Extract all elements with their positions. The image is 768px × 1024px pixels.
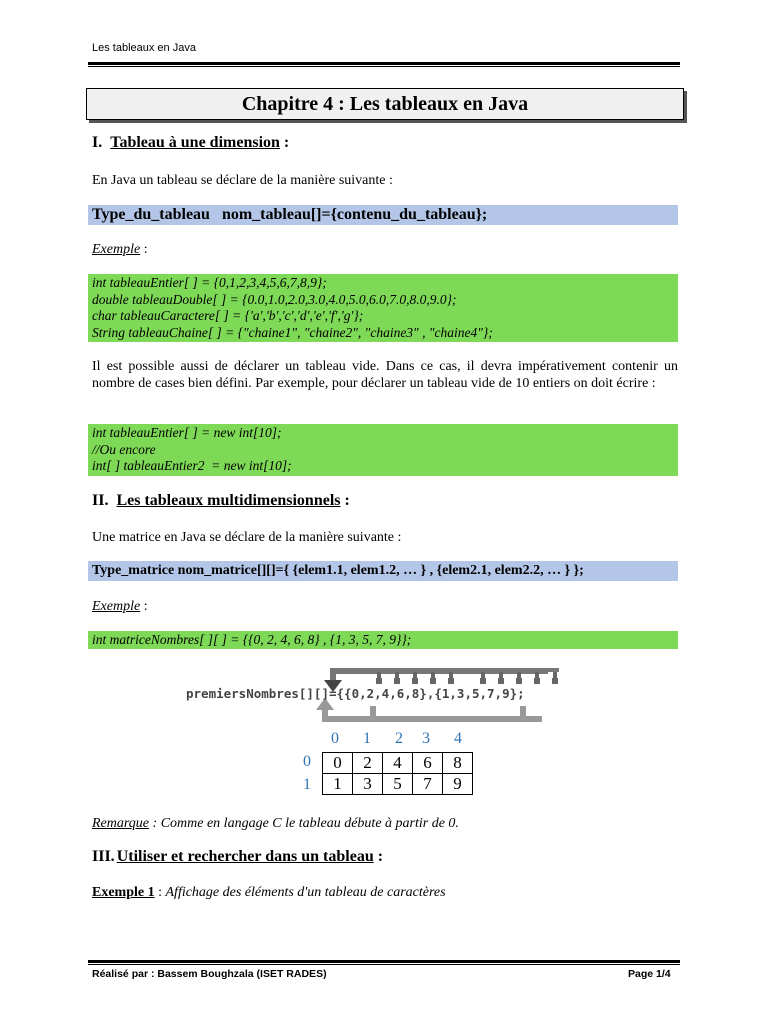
example-label: Exemple [92,242,141,257]
matrix-cell: 4 [383,753,413,774]
section-1-intro: En Java un tableau se déclare de la manière suivante : [92,173,393,188]
matrix-table [322,752,473,795]
col-index: 3 [422,730,430,747]
chapter-title: Chapitre 4 : Les tableaux en Java [241,92,529,115]
matrix-declaration-figure [180,666,580,726]
example-1-sep: : [154,885,166,900]
section-1-number: I. [92,134,103,151]
syntax-2d: Type_matrice nom_matrice[][]={ {elem1.1, elem1.2, … } , {elem2.1, elem2.2, … } }; [92,563,584,578]
syntax-2d-band [88,561,678,581]
matrix-cell: 5 [383,774,413,795]
matrix-cell: 8 [443,753,473,774]
section-2-title: Les tableaux multidimensionnels [116,492,341,509]
example-1-text: Affichage des éléments d'un tableau de caractères [165,885,446,900]
syntax-1d-band [88,205,678,225]
code-line: int tableauEntier[ ] = {0,1,2,3,4,5,6,7,8,9}; [92,275,327,290]
section-2-intro: Une matrice en Java se déclare de la manière suivante : [92,530,402,545]
matrix-cell: 0 [323,753,353,774]
matrix-cell: 3 [353,774,383,795]
matrix-cell: 7 [413,774,443,795]
matrix-row [323,753,473,774]
section-1-heading [92,134,289,152]
example-2-label-line [92,598,148,615]
remark-label: Remarque [92,816,150,831]
footer-author: Réalisé par : Bassem Boughzala (ISET RADES) [92,968,327,980]
empty-array-paragraph: Il est possible aussi de déclarer un tableau vide. Dans ce cas, il devra impérativement contenir un nombre de cases bien défini. Par exemple, pour déclarer un tableau vide de 10 entiers on doit écrire : [92,359,678,391]
code-line: //Ou encore [92,441,156,457]
chapter-title-box [86,88,684,120]
section-3-number: III. [92,848,115,865]
example-label: Exemple [92,599,141,614]
section-3-suffix: : [373,848,384,865]
matrix-cell: 9 [443,774,473,795]
remark [92,815,459,832]
col-index: 0 [331,730,339,747]
code-line: double tableauDouble[ ] = {0.0,1.0,2.0,3.0,4.0,5.0,6.0,7.0,8.0,9.0}; [92,291,457,307]
code-line: char tableauCaractere[ ] = {'a','b','c','d','e','f','g'}; [92,308,364,323]
example-1-label-line [92,241,148,258]
col-index: 2 [395,730,403,747]
code-line: int matriceNombres[ ][ ] = {{0, 2, 4, 6, 8} , {1, 3, 5, 7, 9}}; [92,632,412,647]
section-1-suffix: : [279,134,290,151]
code-block-2 [88,424,678,476]
col-index: 1 [363,730,371,747]
figure-code-text: premiersNombres[][]={{0,2,4,6,8},{1,3,5,7,9}; [186,686,525,701]
running-header: Les tableaux en Java [92,42,196,54]
footer-rule [88,960,680,963]
example-suffix: : [140,599,148,614]
header-rule-thin [88,66,680,67]
matrix-cell: 1 [323,774,353,795]
example-1-label: Exemple 1 [92,885,155,900]
example-suffix: : [140,242,148,257]
code-block-1 [88,274,678,342]
section-1-title: Tableau à une dimension [110,134,280,151]
row-index: 0 [303,753,311,770]
example-1-line [92,884,446,901]
section-2-number: II. [92,492,109,509]
header-rule [88,62,680,65]
code-line: String tableauChaine[ ] = {"chaine1", "chaine2", "chaine3" , "chaine4"}; [92,324,493,340]
footer-page-number: Page 1/4 [628,968,671,980]
remark-text: : Comme en langage C le tableau débute à partir de 0. [149,816,459,831]
code-line: int[ ] tableauEntier2 = new int[10]; [92,458,292,473]
code-block-3 [88,631,678,649]
syntax-1d: Type_du_tableau nom_tableau[]={contenu_du_tableau}; [92,206,488,223]
section-3-heading [92,848,383,866]
row-index: 1 [303,776,311,793]
section-2-heading [92,492,350,510]
code-line: int tableauEntier[ ] = new int[10]; [92,425,282,440]
section-2-suffix: : [340,492,350,509]
matrix-row [323,774,473,795]
matrix-cell: 6 [413,753,443,774]
col-index: 4 [454,730,462,747]
footer-rule-thin [88,964,680,965]
matrix-cell: 2 [353,753,383,774]
section-3-title: Utiliser et rechercher dans un tableau [116,848,374,865]
